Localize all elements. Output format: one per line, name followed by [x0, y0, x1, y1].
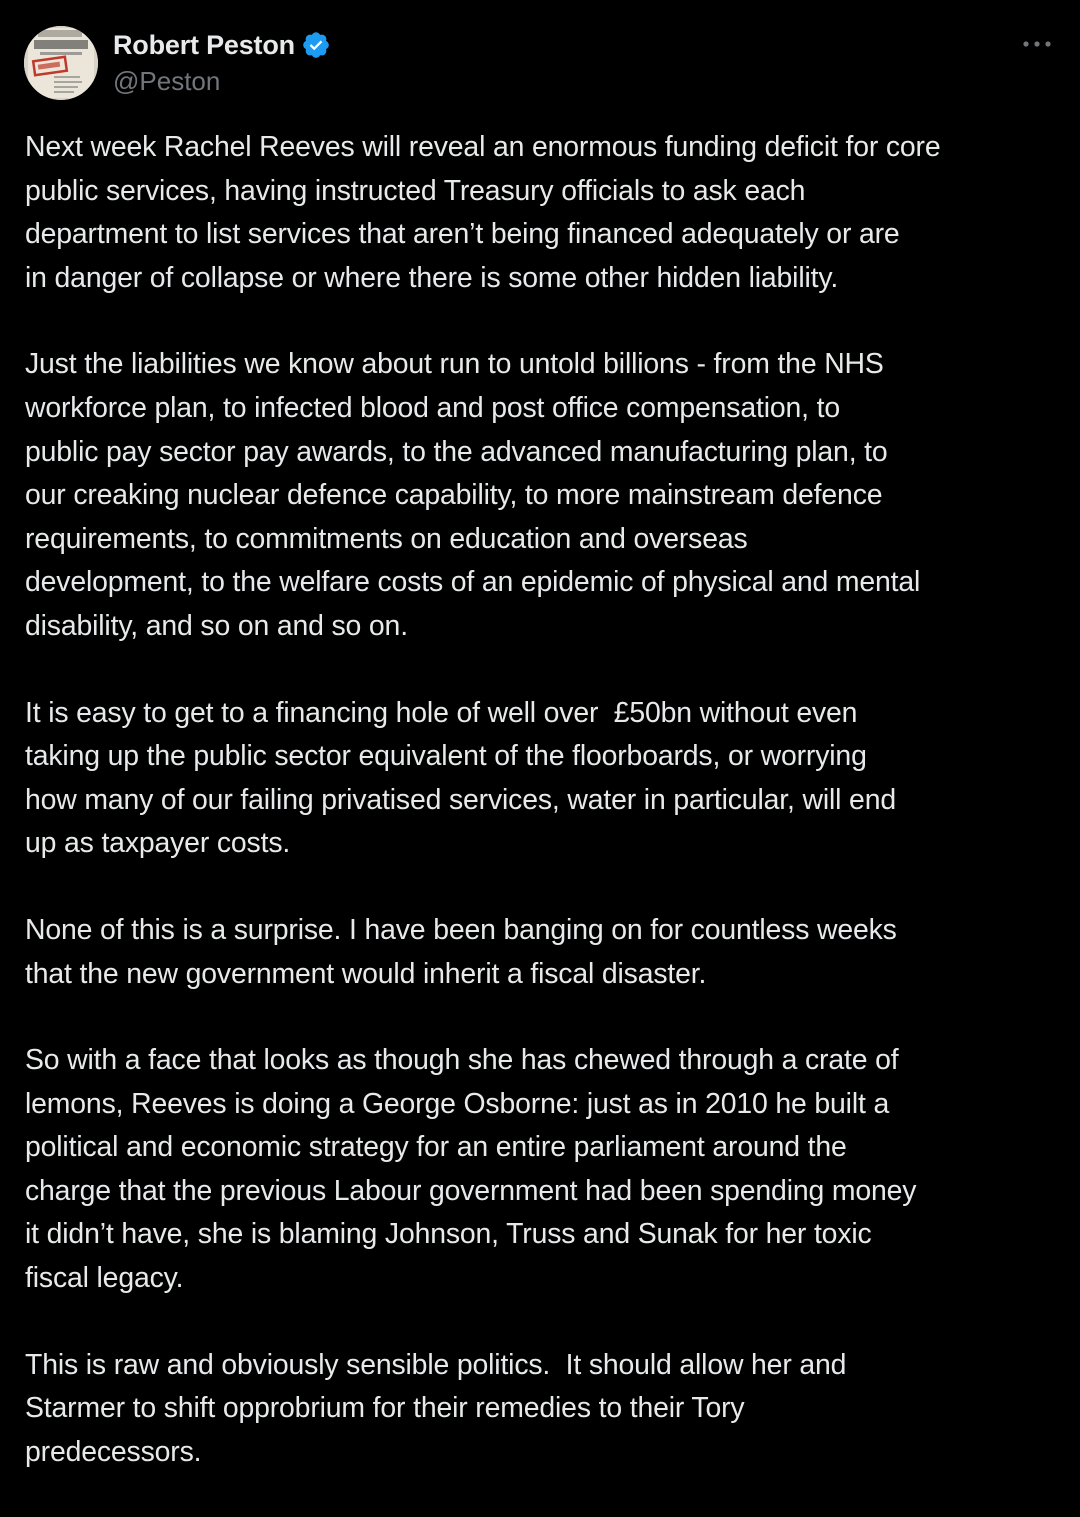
book-cover-avatar-icon	[24, 26, 98, 100]
tweet-paragraph: None of this is a surprise. I have been banging on for countless weeks that the new government would inherit a fiscal disaster.	[25, 913, 897, 990]
author-handle[interactable]: @Peston	[113, 66, 221, 96]
verified-badge-icon[interactable]	[301, 30, 331, 60]
author-name-row	[113, 28, 331, 62]
tweet-header	[24, 26, 1056, 102]
tweet-paragraph: Next week Rachel Reeves will reveal an enormous funding deficit for core public services, having instructed Treasury officials to ask each department to list services that aren’t being financed adequately or are in danger of collapse or where there is some other hidden liability.	[25, 131, 941, 294]
tweet-text	[25, 126, 1065, 1517]
tweet-paragraph: This is raw and obviously sensible politics. It should allow her and Starmer to shift opprobrium for their remedies to their Tory predecessors.	[25, 1348, 847, 1468]
author-avatar[interactable]	[24, 26, 98, 100]
author-display-name[interactable]: Robert Peston	[113, 29, 295, 60]
tweet-paragraph: It is easy to get to a financing hole of well over £50bn without even taking up the public sector equivalent of the floorboards, or worrying how many of our failing privatised services, water in particular, will end up as taxpayer costs.	[25, 696, 896, 860]
tweet-paragraph: So with a face that looks as though she has chewed through a crate of lemons, Reeves is doing a George Osborne: just as in 2010 he built a political and economic strategy for an entire parliament around the charge that the previous Labour government had been spending money it didn’t have, she is blaming Johnson, Truss and Sunak for her toxic fiscal legacy.	[25, 1044, 917, 1295]
tweet-paragraph: Just the liabilities we know about run to untold billions - from the NHS workforce plan, to infected blood and post office compensation, to public pay sector pay awards, to the advanced manufacturing plan, to our creaking nuclear defence capability, to more mainstream defence requirements, to commitments on education and overseas development, to the welfare costs of an epidemic of physical and mental disability, and so on and so on.	[25, 348, 921, 642]
more-options-icon[interactable]	[1020, 32, 1054, 56]
